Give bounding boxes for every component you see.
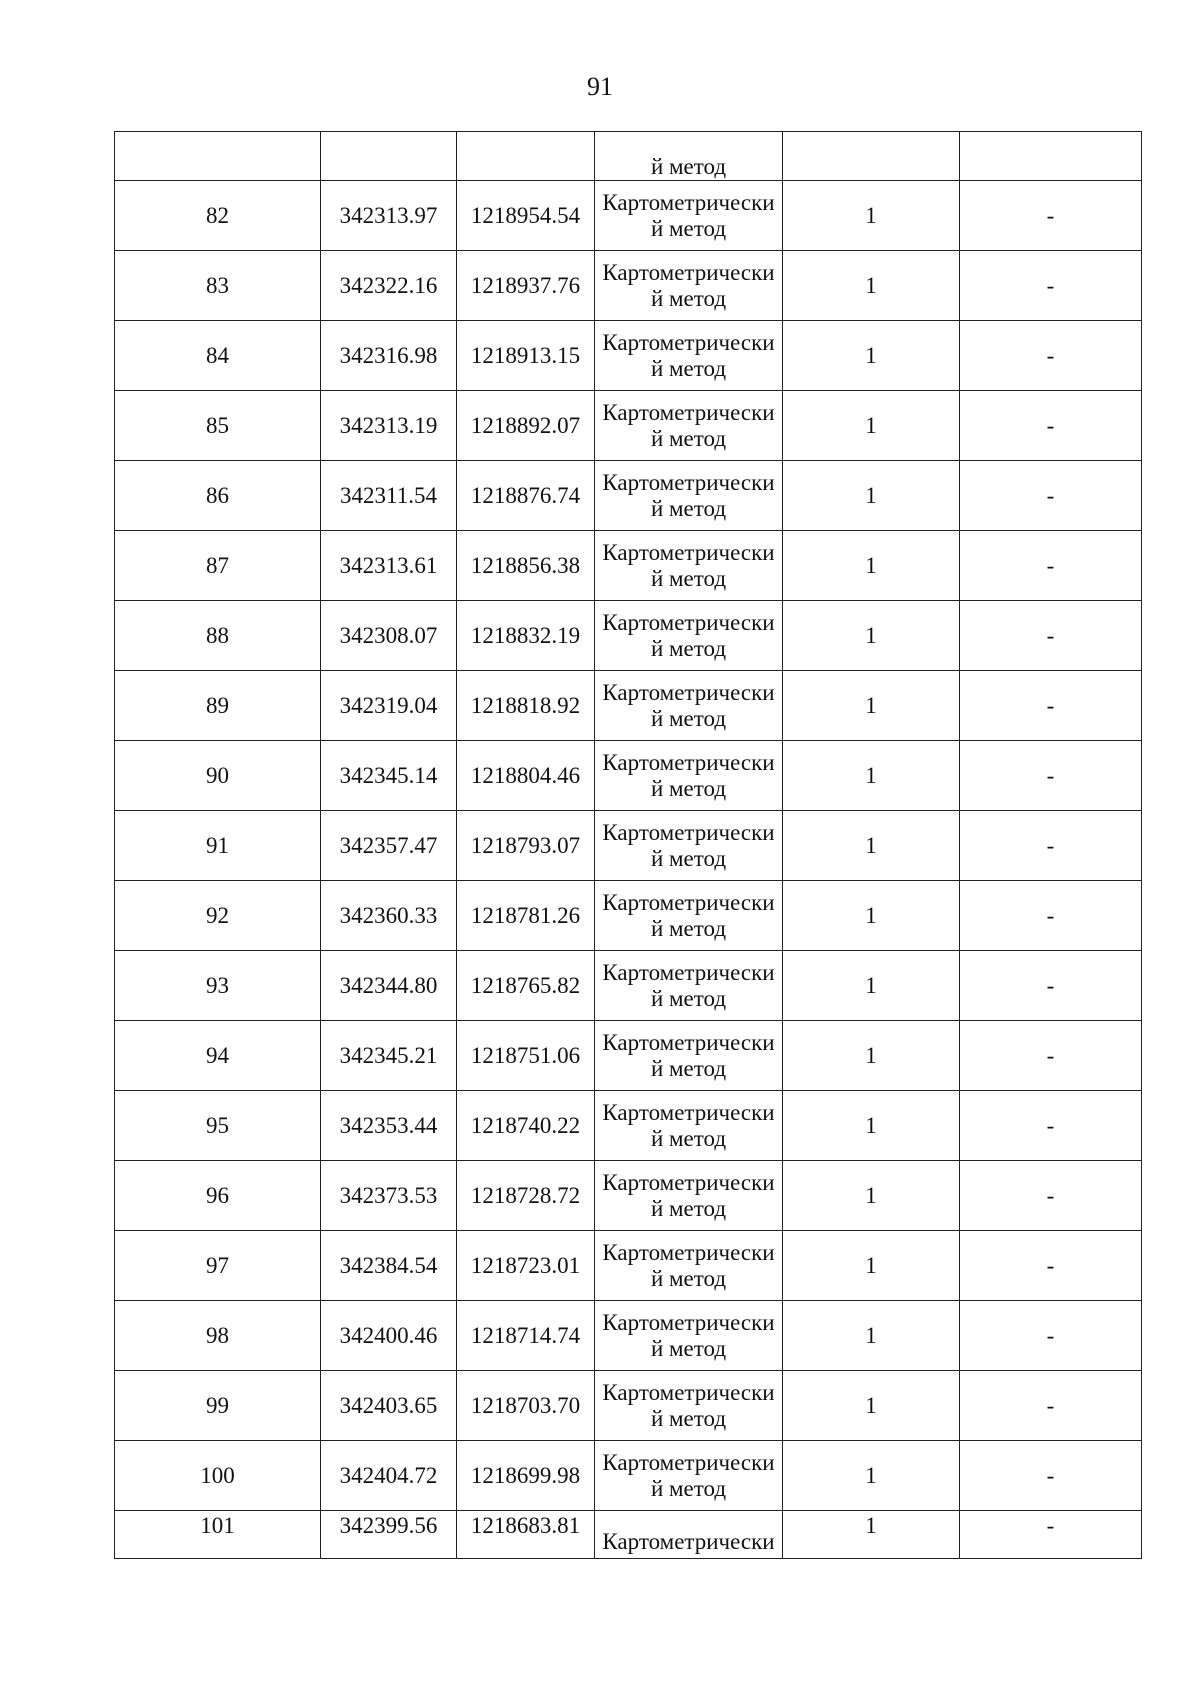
method-cell bbox=[595, 881, 783, 951]
method-cell bbox=[595, 1231, 783, 1301]
note-cell: - bbox=[960, 601, 1142, 671]
accuracy-cell: 1 bbox=[783, 601, 960, 671]
method-text: й метод bbox=[650, 985, 727, 1011]
method-cell bbox=[595, 811, 783, 881]
accuracy-cell: 1 bbox=[783, 811, 960, 881]
method-text: Картометрически bbox=[602, 889, 775, 915]
y-coordinate-cell: 1218913.15 bbox=[457, 321, 595, 391]
method-text: Картометрически bbox=[602, 1379, 775, 1405]
accuracy-cell: 1 bbox=[783, 671, 960, 741]
method-text: й метод bbox=[650, 1405, 727, 1431]
method-text: й метод bbox=[650, 775, 727, 801]
note-cell: - bbox=[960, 881, 1142, 951]
method-cell bbox=[595, 671, 783, 741]
table-row bbox=[115, 251, 1142, 321]
method-text: й метод bbox=[650, 1195, 727, 1221]
point-number-cell: 101 bbox=[115, 1511, 321, 1559]
accuracy-cell: 1 bbox=[783, 181, 960, 251]
y-coordinate-cell: 1218703.70 bbox=[457, 1371, 595, 1441]
y-coordinate-cell: 1218856.38 bbox=[457, 531, 595, 601]
y-coordinate-cell: 1218683.81 bbox=[457, 1511, 595, 1559]
point-number-cell: 91 bbox=[115, 811, 321, 881]
method-text: Картометрически bbox=[602, 679, 775, 705]
table-row bbox=[115, 1371, 1142, 1441]
note-cell: - bbox=[960, 1021, 1142, 1091]
point-number-cell: 92 bbox=[115, 881, 321, 951]
method-cell bbox=[595, 531, 783, 601]
accuracy-cell: 1 bbox=[783, 321, 960, 391]
note-cell: - bbox=[960, 461, 1142, 531]
x-coordinate-cell: 342313.61 bbox=[321, 531, 457, 601]
x-coordinate-cell: 342316.98 bbox=[321, 321, 457, 391]
note-cell: - bbox=[960, 1161, 1142, 1231]
table-row bbox=[115, 1511, 1142, 1559]
x-coordinate-cell: 342403.65 bbox=[321, 1371, 457, 1441]
x-coordinate-cell: 342345.21 bbox=[321, 1021, 457, 1091]
accuracy-cell: 1 bbox=[783, 1021, 960, 1091]
method-text: Картометрически bbox=[602, 469, 775, 495]
note-cell: - bbox=[960, 321, 1142, 391]
table-row bbox=[115, 391, 1142, 461]
x-coordinate-cell: 342345.14 bbox=[321, 741, 457, 811]
method-cell bbox=[595, 1511, 783, 1559]
table-cell bbox=[960, 132, 1142, 181]
x-coordinate-cell: 342353.44 bbox=[321, 1091, 457, 1161]
method-text: й метод bbox=[650, 705, 727, 731]
method-text: Картометрически bbox=[602, 1449, 775, 1475]
method-cell bbox=[595, 601, 783, 671]
y-coordinate-cell: 1218832.19 bbox=[457, 601, 595, 671]
method-text: Картометрически bbox=[602, 1029, 775, 1055]
y-coordinate-cell: 1218728.72 bbox=[457, 1161, 595, 1231]
method-cell bbox=[595, 461, 783, 531]
note-cell: - bbox=[960, 1091, 1142, 1161]
point-number-cell: 89 bbox=[115, 671, 321, 741]
method-text: Картометрически bbox=[602, 539, 775, 565]
method-text: й метод bbox=[650, 845, 727, 871]
note-cell: - bbox=[960, 1441, 1142, 1511]
note-cell: - bbox=[960, 1371, 1142, 1441]
point-number-cell: 97 bbox=[115, 1231, 321, 1301]
table-row bbox=[115, 1231, 1142, 1301]
x-coordinate-cell: 342357.47 bbox=[321, 811, 457, 881]
note-cell: - bbox=[960, 741, 1142, 811]
y-coordinate-cell: 1218723.01 bbox=[457, 1231, 595, 1301]
method-text: Картометрически bbox=[602, 399, 775, 425]
table-row bbox=[115, 461, 1142, 531]
table-row bbox=[115, 1301, 1142, 1371]
note-cell: - bbox=[960, 671, 1142, 741]
method-text: й метод bbox=[650, 1335, 727, 1361]
table-row bbox=[115, 671, 1142, 741]
y-coordinate-cell: 1218714.74 bbox=[457, 1301, 595, 1371]
point-number-cell: 82 bbox=[115, 181, 321, 251]
x-coordinate-cell: 342313.19 bbox=[321, 391, 457, 461]
accuracy-cell: 1 bbox=[783, 1091, 960, 1161]
method-cell bbox=[595, 951, 783, 1021]
method-cell bbox=[595, 132, 783, 181]
method-text: Картометрически bbox=[602, 1169, 775, 1195]
method-cell bbox=[595, 251, 783, 321]
table-cell bbox=[321, 132, 457, 181]
method-cell bbox=[595, 181, 783, 251]
method-text: Картометрически bbox=[602, 959, 775, 985]
method-text: й метод bbox=[650, 495, 727, 521]
y-coordinate-cell: 1218937.76 bbox=[457, 251, 595, 321]
y-coordinate-cell: 1218740.22 bbox=[457, 1091, 595, 1161]
method-text: й метод bbox=[650, 425, 727, 451]
y-coordinate-cell: 1218876.74 bbox=[457, 461, 595, 531]
accuracy-cell: 1 bbox=[783, 951, 960, 1021]
note-cell: - bbox=[960, 391, 1142, 461]
y-coordinate-cell: 1218892.07 bbox=[457, 391, 595, 461]
note-cell: - bbox=[960, 1231, 1142, 1301]
table-row bbox=[115, 1021, 1142, 1091]
table-row bbox=[115, 1441, 1142, 1511]
method-text: й метод bbox=[650, 1475, 727, 1501]
x-coordinate-cell: 342344.80 bbox=[321, 951, 457, 1021]
table-row bbox=[115, 181, 1142, 251]
accuracy-cell: 1 bbox=[783, 1231, 960, 1301]
point-number-cell: 94 bbox=[115, 1021, 321, 1091]
method-text: й метод bbox=[650, 154, 727, 179]
point-number-cell: 96 bbox=[115, 1161, 321, 1231]
point-number-cell: 86 bbox=[115, 461, 321, 531]
table-cell bbox=[115, 132, 321, 181]
continuation-row bbox=[115, 132, 1142, 181]
page-number: 91 bbox=[587, 72, 613, 101]
method-text: Картометрически bbox=[602, 609, 775, 635]
note-cell: - bbox=[960, 531, 1142, 601]
point-number-cell: 100 bbox=[115, 1441, 321, 1511]
x-coordinate-cell: 342384.54 bbox=[321, 1231, 457, 1301]
table-row bbox=[115, 321, 1142, 391]
table-cell bbox=[457, 132, 595, 181]
point-number-cell: 85 bbox=[115, 391, 321, 461]
method-text: й метод bbox=[650, 1265, 727, 1291]
table-row bbox=[115, 811, 1142, 881]
method-text: Картометрически bbox=[602, 329, 775, 355]
method-text: й метод bbox=[650, 285, 727, 311]
method-text: Картометрически bbox=[602, 189, 775, 215]
x-coordinate-cell: 342404.72 bbox=[321, 1441, 457, 1511]
point-number-cell: 83 bbox=[115, 251, 321, 321]
method-text: Картометрически bbox=[602, 259, 775, 285]
y-coordinate-cell: 1218765.82 bbox=[457, 951, 595, 1021]
accuracy-cell: 1 bbox=[783, 1301, 960, 1371]
table-row bbox=[115, 881, 1142, 951]
method-cell bbox=[595, 1021, 783, 1091]
method-text: й метод bbox=[650, 915, 727, 941]
method-text: Картометрически bbox=[602, 819, 775, 845]
accuracy-cell: 1 bbox=[783, 461, 960, 531]
method-text: Картометрически bbox=[602, 1239, 775, 1265]
method-cell bbox=[595, 321, 783, 391]
method-text: й метод bbox=[650, 635, 727, 661]
method-text: й метод bbox=[650, 565, 727, 591]
accuracy-cell: 1 bbox=[783, 1511, 960, 1559]
y-coordinate-cell: 1218751.06 bbox=[457, 1021, 595, 1091]
method-cell bbox=[595, 1161, 783, 1231]
method-text: Картометрически bbox=[602, 749, 775, 775]
method-text: й метод bbox=[650, 355, 727, 381]
accuracy-cell: 1 bbox=[783, 741, 960, 811]
x-coordinate-cell: 342360.33 bbox=[321, 881, 457, 951]
table-row bbox=[115, 951, 1142, 1021]
y-coordinate-cell: 1218818.92 bbox=[457, 671, 595, 741]
y-coordinate-cell: 1218793.07 bbox=[457, 811, 595, 881]
note-cell: - bbox=[960, 1301, 1142, 1371]
point-number-cell: 98 bbox=[115, 1301, 321, 1371]
y-coordinate-cell: 1218954.54 bbox=[457, 181, 595, 251]
table-row bbox=[115, 741, 1142, 811]
method-cell bbox=[595, 1441, 783, 1511]
method-text: Картометрически bbox=[602, 1529, 775, 1554]
point-number-cell: 95 bbox=[115, 1091, 321, 1161]
table-cell bbox=[783, 132, 960, 181]
note-cell: - bbox=[960, 251, 1142, 321]
note-cell: - bbox=[960, 181, 1142, 251]
x-coordinate-cell: 342311.54 bbox=[321, 461, 457, 531]
x-coordinate-cell: 342308.07 bbox=[321, 601, 457, 671]
method-text: Картометрически bbox=[602, 1099, 775, 1125]
accuracy-cell: 1 bbox=[783, 1371, 960, 1441]
point-number-cell: 88 bbox=[115, 601, 321, 671]
point-number-cell: 93 bbox=[115, 951, 321, 1021]
point-number-cell: 87 bbox=[115, 531, 321, 601]
method-text: й метод bbox=[650, 1055, 727, 1081]
table-row bbox=[115, 1091, 1142, 1161]
point-number-cell: 84 bbox=[115, 321, 321, 391]
x-coordinate-cell: 342313.97 bbox=[321, 181, 457, 251]
x-coordinate-cell: 342399.56 bbox=[321, 1511, 457, 1559]
accuracy-cell: 1 bbox=[783, 1161, 960, 1231]
table-row bbox=[115, 601, 1142, 671]
coordinates-table bbox=[114, 131, 1142, 1559]
method-cell bbox=[595, 1091, 783, 1161]
table-row bbox=[115, 531, 1142, 601]
accuracy-cell: 1 bbox=[783, 531, 960, 601]
method-text: й метод bbox=[650, 215, 727, 241]
point-number-cell: 90 bbox=[115, 741, 321, 811]
point-number-cell: 99 bbox=[115, 1371, 321, 1441]
y-coordinate-cell: 1218781.26 bbox=[457, 881, 595, 951]
accuracy-cell: 1 bbox=[783, 251, 960, 321]
method-cell bbox=[595, 741, 783, 811]
note-cell: - bbox=[960, 1511, 1142, 1559]
accuracy-cell: 1 bbox=[783, 391, 960, 461]
y-coordinate-cell: 1218804.46 bbox=[457, 741, 595, 811]
method-text: Картометрически bbox=[602, 1309, 775, 1335]
x-coordinate-cell: 342373.53 bbox=[321, 1161, 457, 1231]
accuracy-cell: 1 bbox=[783, 881, 960, 951]
note-cell: - bbox=[960, 951, 1142, 1021]
method-cell bbox=[595, 1301, 783, 1371]
method-text: й метод bbox=[650, 1125, 727, 1151]
x-coordinate-cell: 342322.16 bbox=[321, 251, 457, 321]
accuracy-cell: 1 bbox=[783, 1441, 960, 1511]
table-row bbox=[115, 1161, 1142, 1231]
note-cell: - bbox=[960, 811, 1142, 881]
x-coordinate-cell: 342400.46 bbox=[321, 1301, 457, 1371]
y-coordinate-cell: 1218699.98 bbox=[457, 1441, 595, 1511]
method-cell bbox=[595, 1371, 783, 1441]
x-coordinate-cell: 342319.04 bbox=[321, 671, 457, 741]
method-cell bbox=[595, 391, 783, 461]
